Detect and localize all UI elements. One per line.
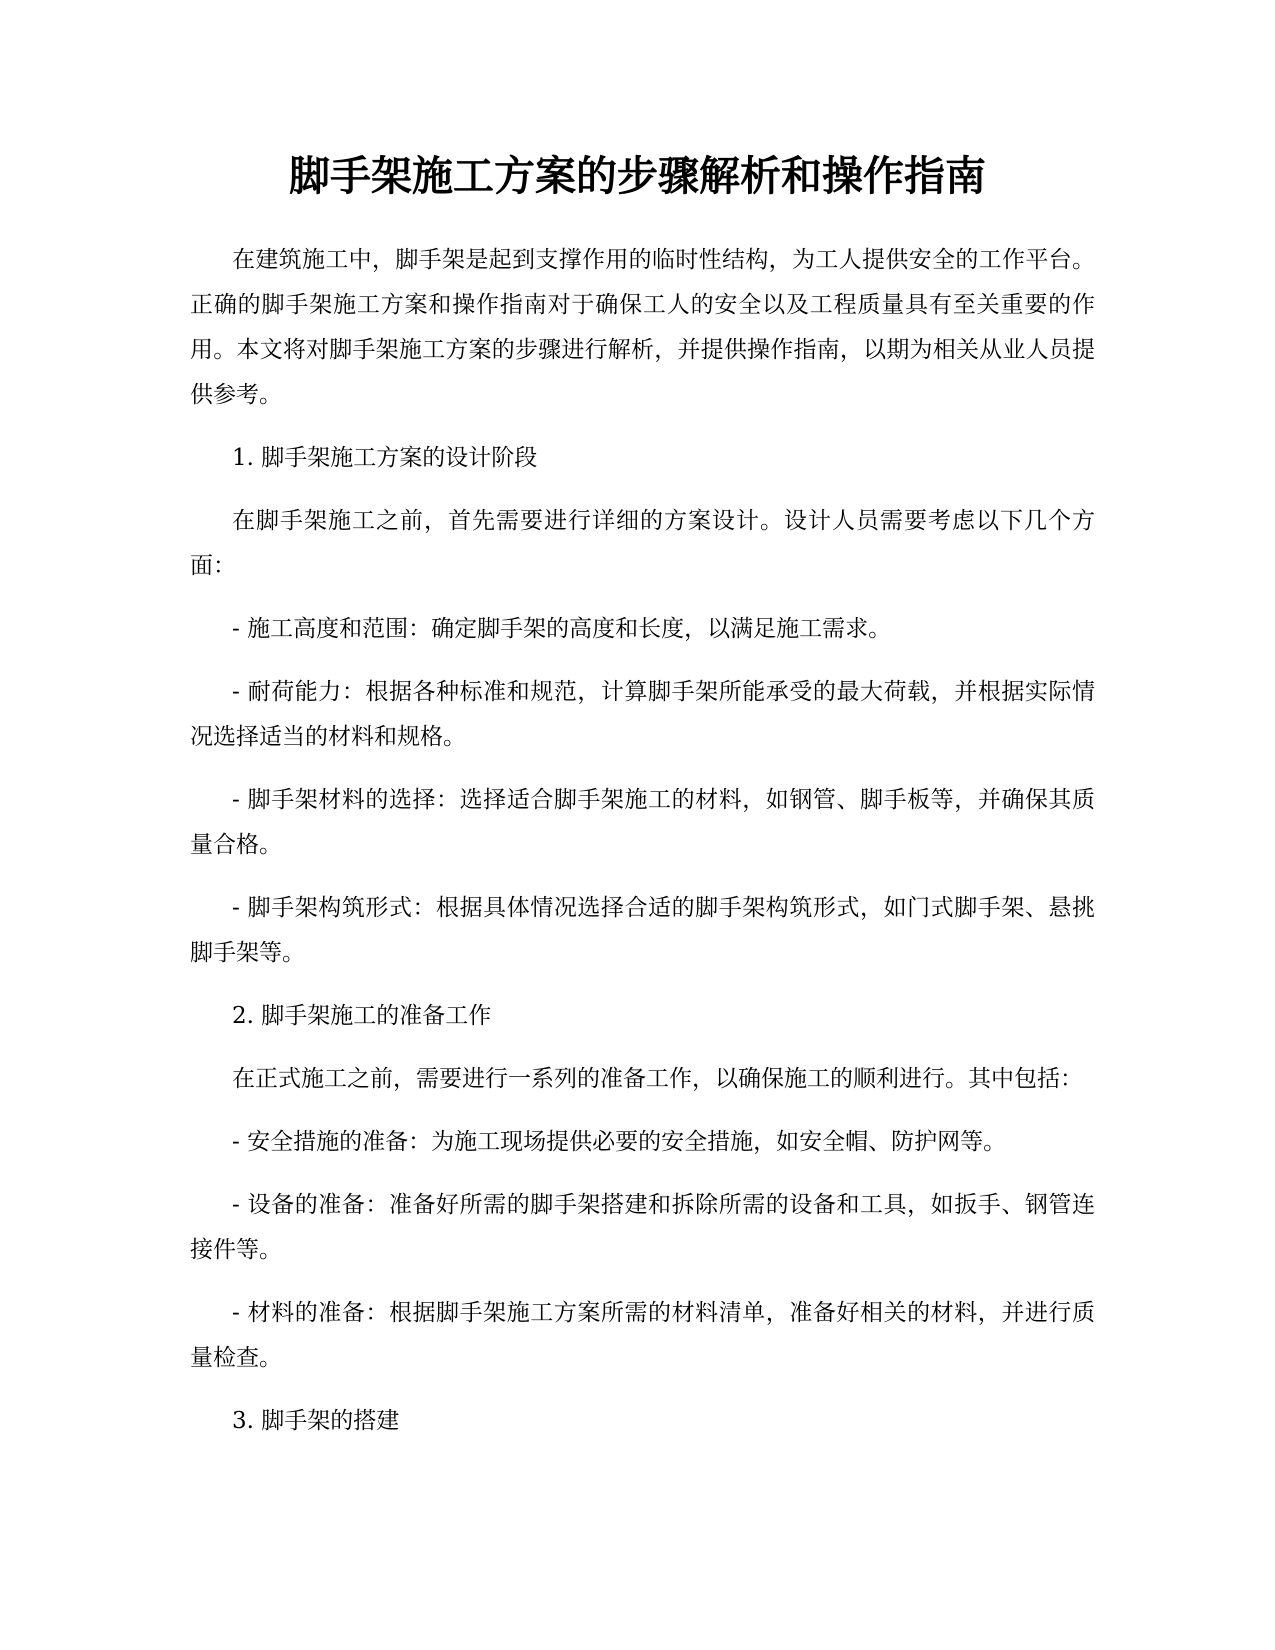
document-title: 脚手架施工方案的步骤解析和操作指南: [289, 152, 986, 200]
list-item: - 材料的准备：根据脚手架施工方案所需的材料清单，准备好相关的材料，并进行质量检查。: [190, 1300, 1095, 1371]
list-item: - 安全措施的准备：为施工现场提供必要的安全措施，如安全帽、防护网等。: [232, 1129, 1007, 1155]
section-heading-design: 1. 脚手架施工方案的设计阶段: [232, 445, 538, 471]
section-heading-preparation: 2. 脚手架施工的准备工作: [232, 1003, 492, 1029]
list-item: - 设备的准备：准备好所需的脚手架搭建和拆除所需的设备和工具，如扳手、钢管连接件等。: [190, 1192, 1095, 1263]
intro-paragraph: 在建筑施工中，脚手架是起到支撑作用的临时性结构，为工人提供安全的工作平台。正确的脚手架施工方案和操作指南对于确保工人的安全以及工程质量具有至关重要的作用。本文将对脚手架施工方案的步骤进行解析，并提供操作指南，以期为相关从业人员提供参考。: [190, 247, 1095, 408]
list-item: - 脚手架材料的选择：选择适合脚手架施工的材料，如钢管、脚手板等，并确保其质量合格。: [190, 787, 1095, 858]
section-heading-erection: 3. 脚手架的搭建: [232, 1408, 400, 1434]
document-body: [190, 238, 1095, 1462]
list-item: - 施工高度和范围：确定脚手架的高度和长度，以满足施工需求。: [232, 616, 892, 642]
list-item: - 耐荷能力：根据各种标准和规范，计算脚手架所能承受的最大荷载，并根据实际情况选择适当的材料和规格。: [190, 679, 1095, 750]
paragraph: 在脚手架施工之前，首先需要进行详细的方案设计。设计人员需要考虑以下几个方面：: [190, 508, 1095, 579]
list-item: - 脚手架构筑形式：根据具体情况选择合适的脚手架构筑形式，如门式脚手架、悬挑脚手架等。: [190, 895, 1095, 966]
paragraph: 在正式施工之前，需要进行一系列的准备工作，以确保施工的顺利进行。其中包括：: [232, 1066, 1083, 1092]
